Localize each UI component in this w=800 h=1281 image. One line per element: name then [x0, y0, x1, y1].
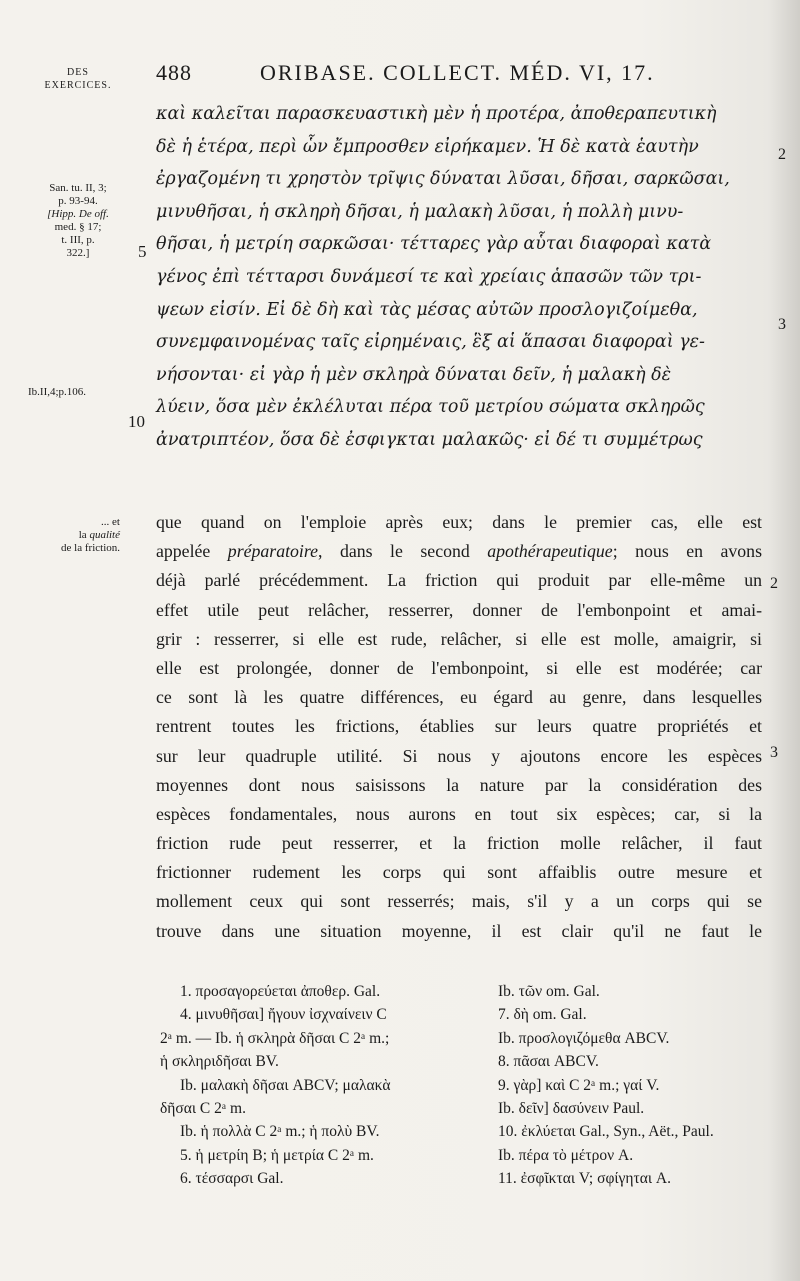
greek-line: νήσονται· εἰ γὰρ ἡ μὲν σκληρὰ δύναται δεῖν, ἡ μαλακὴ δὲ	[156, 364, 672, 385]
margin-ref-line: 322.]	[66, 247, 90, 259]
section-number-greek-3: 3	[778, 316, 786, 333]
margin-ref-line: [Hipp. De off.	[47, 208, 109, 220]
apparatus-note: Ib. μαλακὴ δῆσαι ABCV; μαλακὰ	[180, 1076, 391, 1094]
running-title: ORIBASE. COLLECT. MÉD. VI, 17.	[260, 60, 655, 85]
margin-ref-friction	[0, 516, 120, 555]
greek-text	[156, 98, 766, 457]
apparatus-note: 5. ἡ μετρίη B; ἡ μετρία C 2ᵃ m.	[180, 1146, 374, 1164]
apparatus-note: Ib. δεῖν] δασύνειν Paul.	[498, 1099, 645, 1117]
margin-header-line1: DES	[67, 67, 89, 78]
french-line: appelée préparatoire, dans le second apothérapeutique; nous en avons	[156, 541, 762, 562]
margin-ref-line: t. III, p.	[61, 234, 95, 246]
apparatus-note: 10. ἐκλύεται Gal., Syn., Aët., Paul.	[498, 1123, 714, 1141]
page-number: 488	[156, 60, 192, 85]
french-line: sur leur quadruple utilité. Si nous y ajoutons encore les espèces	[156, 745, 762, 766]
apparatus-note: 2ᵃ m. — Ib. ἡ σκληρὰ δῆσαι C 2ᵃ m.;	[160, 1029, 390, 1047]
apparatus-note: 1. προσαγορεύεται ἀποθερ. Gal.	[180, 983, 381, 1000]
section-number-french-3: 3	[770, 744, 778, 761]
french-line: espèces fondamentales, nous aurons en tout six espèces; car, si la	[156, 803, 762, 824]
apparatus-note: 4. μινυθῆσαι] ἤγουν ἰσχναίνειν C	[180, 1006, 387, 1024]
margin-ref-san	[22, 182, 134, 260]
apparatus-notes-right	[498, 980, 788, 1191]
french-line: effet utile peut relâcher, resserrer, donner de l'embonpoint et amai-	[156, 599, 762, 620]
apparatus-note: 9. γὰρ] καὶ C 2ᵃ m.; γαί V.	[498, 1076, 660, 1094]
margin-ref-ib: Ib.II,4;p.106.	[28, 386, 87, 398]
french-line: grir : resserrer, si elle est rude, relâcher, si elle est molle, amaigrir, si	[156, 628, 762, 649]
margin-ref-line: San. tu. II, 3;	[49, 182, 107, 194]
margin-ref-line	[0, 529, 120, 542]
greek-line: μινυθῆσαι, ἡ σκληρὴ δῆσαι, ἡ μαλακὴ λῦσαι, ἡ πολλὴ μινυ-	[156, 201, 684, 222]
apparatus-notes-left	[160, 980, 470, 1191]
french-line: ce sont là les quatre différences, eu égard au genre, dans lesquelles	[156, 687, 762, 708]
french-line: moyennes dont nous saisissons la nature par la considération des	[156, 774, 762, 795]
french-line: mollement ceux qui sont resserrés; mais, s'il y a un corps qui se	[156, 891, 762, 912]
running-head	[156, 60, 768, 90]
french-line: frictionner rudement les corps qui sont affaiblis outre mesure et	[156, 862, 762, 883]
section-number-french-2: 2	[770, 575, 778, 592]
apparatus-note: Ib. προσλογιζόμεθα ABCV.	[498, 1029, 670, 1047]
line-number-5: 5	[138, 242, 147, 261]
greek-line: καὶ καλεῖται παρασκευαστικὴ μὲν ἡ προτέρα, ἀποθεραπευτικὴ	[156, 104, 717, 124]
french-line: rentrent toutes les frictions, établies sur leurs quatre propriétés et	[156, 716, 762, 737]
greek-line: ἐργαζομένη τι χρηστὸν τρῖψις δύναται λῦσαι, δῆσαι, σαρκῶσαι,	[156, 169, 730, 190]
greek-line: θῆσαι, ἡ μετρίη σαρκῶσαι· τέτταρες γὰρ αὗται διαφοραὶ κατὰ	[156, 234, 712, 255]
margin-ref-line: med. § 17;	[54, 221, 102, 233]
margin-ref-line: de la friction.	[61, 542, 120, 554]
apparatus-note: Ib. πέρα τὸ μέτρον A.	[498, 1146, 634, 1164]
french-line: friction rude peut resserrer, et la friction molle relâcher, il faut	[156, 833, 762, 854]
apparatus-note: 11. ἐσφῖκται V; σφίγηται A.	[498, 1170, 671, 1188]
apparatus-note: 8. πᾶσαι ABCV.	[498, 1053, 599, 1071]
apparatus-note: ἡ σκληριδῆσαι BV.	[160, 1053, 279, 1071]
greek-line: συνεμφαινομένας ταῖς εἰρημέναις, ἓξ αἱ ἅπασαι διαφοραὶ γε-	[156, 332, 705, 353]
apparatus-note: Ib. τῶν om. Gal.	[498, 983, 600, 1000]
greek-line: δὲ ἡ ἑτέρα, περὶ ὧν ἔμπροσθεν εἰρήκαμεν. Ἡ δὲ κατὰ ἑαυτὴν	[156, 136, 699, 157]
margin-header-line2: EXERCICES.	[44, 80, 112, 91]
section-number-greek-2: 2	[778, 146, 786, 163]
greek-line: ψεων εἰσίν. Εἰ δὲ δὴ καὶ τὰς μέσας αὐτῶν προσλογιζοίμεθα,	[156, 299, 698, 320]
apparatus-note: 7. δὴ om. Gal.	[498, 1006, 587, 1024]
apparatus-note: 6. τέσσαρσι Gal.	[180, 1170, 284, 1188]
french-line: trouve dans une situation moyenne, il est clair qu'il ne faut le	[156, 920, 762, 941]
greek-line: λύειν, ὅσα μὲν ἐκλέλυται πέρα τοῦ μετρίου σώματα σκληρῶς	[156, 397, 705, 418]
greek-line: ἀνατριπτέον, ὅσα δὲ ἐσφιγκται μαλακῶς· εἰ δέ τι συμμέτρως	[156, 429, 703, 450]
line-number-10: 10	[128, 412, 145, 431]
margin-header	[22, 66, 134, 92]
french-text	[156, 508, 762, 946]
margin-ref-line: ... et	[101, 516, 120, 528]
greek-line: γένος ἐπὶ τέτταρσι δυνάμεσί τε καὶ χρείαις ἁπασῶν τῶν τρι-	[156, 266, 702, 287]
french-line: déjà parlé précédemment. La friction qui produit par elle-même un	[156, 570, 762, 591]
apparatus-note: Ib. ἡ πολλὰ C 2ᵃ m.; ἡ πολὺ BV.	[180, 1123, 380, 1141]
french-line: que quand on l'emploie après eux; dans le premier cas, elle est	[156, 512, 762, 532]
apparatus-note: δῆσαι C 2ᵃ m.	[160, 1099, 246, 1117]
margin-ref-word-italic: qualité	[89, 529, 120, 541]
french-line: elle est prolongée, donner de l'embonpoint, si elle est modérée; car	[156, 657, 762, 678]
margin-ref-word: la	[78, 529, 87, 541]
margin-ref-line: p. 93-94.	[58, 195, 98, 207]
